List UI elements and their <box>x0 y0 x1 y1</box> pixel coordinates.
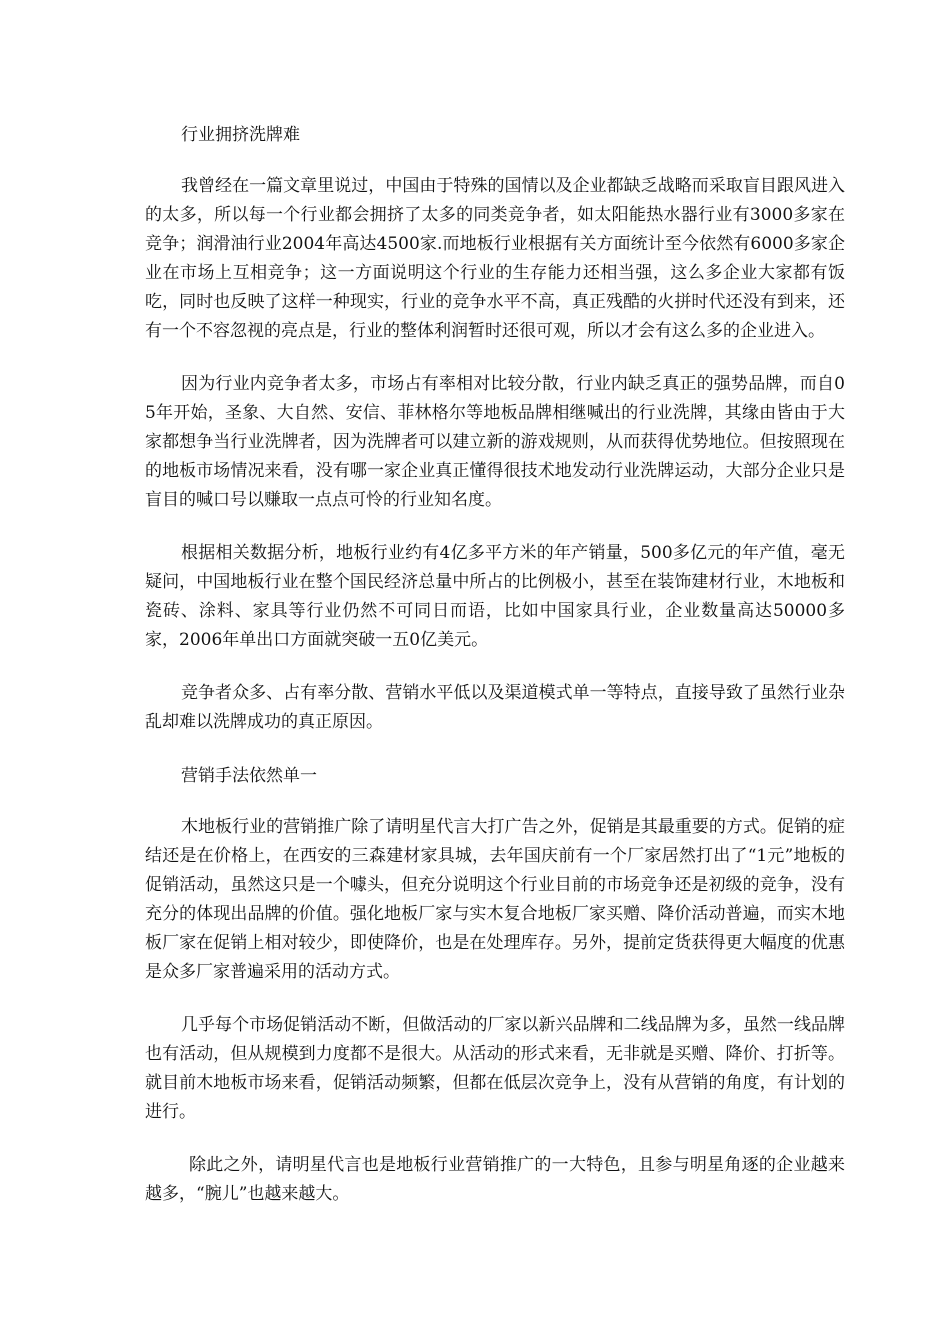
paragraph: 因为行业内竞争者太多，市场占有率相对比较分散，行业内缺乏真正的强势品牌，而自05年开始，圣象、大自然、安信、菲林格尔等地板品牌相继喊出的行业洗牌，其缘由皆由于大家都想争当行业洗牌者，因为洗牌者可以建立新的游戏规则，从而获得优势地位。但按照现在的地板市场情况来看，没有哪一家企业真正懂得很技术地发动行业洗牌运动，大部分企业只是盲目的喊口号以赚取一点点可怜的行业知名度。 <box>145 374 845 510</box>
paragraph: 竞争者众多、占有率分散、营销水平低以及渠道模式单一等特点，直接导致了虽然行业杂乱却难以洗牌成功的真正原因。 <box>145 683 845 732</box>
paragraph: 除此之外，请明星代言也是地板行业营销推广的一大特色，且参与明星角逐的企业越来越多，“腕儿”也越来越大。 <box>145 1155 845 1204</box>
paragraph: 根据相关数据分析，地板行业约有4亿多平方米的年产销量，500多亿元的年产值，毫无疑问，中国地板行业在整个国民经济总量中所占的比例极小，甚至在装饰建材行业，木地板和瓷砖、涂料、家具等行业仍然不可同日而语，比如中国家具行业，企业数量高达50000多家，2006年单出口方面就突破一五0亿美元。 <box>145 543 845 650</box>
section-heading-industry-crowded: 行业拥挤洗牌难 <box>181 125 300 145</box>
paragraph: 木地板行业的营销推广除了请明星代言大打广告之外，促销是其最重要的方式。促销的症结还是在价格上，在西安的三森建材家具城，去年国庆前有一个厂家居然打出了“1元”地板的促销活动，虽然这只是一个噱头，但充分说明这个行业目前的市场竞争还是初级的竞争，没有充分的体现出品牌的价值。强化地板厂家与实木复合地板厂家买赠、降价活动普遍，而实木地板厂家在促销上相对较少，即使降价，也是在处理库存。另外，提前定货获得更大幅度的优惠是众多厂家普遍采用的活动方式。 <box>145 817 845 982</box>
document-body <box>145 120 845 1233</box>
paragraph: 几乎每个市场促销活动不断，但做活动的厂家以新兴品牌和二线品牌为多，虽然一线品牌也有活动，但从规模到力度都不是很大。从活动的形式来看，无非就是买赠、降价、打折等。就目前木地板市场来看，促销活动频繁，但都在低层次竞争上，没有从营销的角度，有计划的进行。 <box>145 1015 845 1122</box>
section-heading-marketing-single: 营销手法依然单一 <box>181 766 317 786</box>
paragraph: 我曾经在一篇文章里说过，中国由于特殊的国情以及企业都缺乏战略而采取盲目跟风进入的太多，所以每一个行业都会拥挤了太多的同类竞争者，如太阳能热水器行业有3000多家在竞争；润滑油行业2004年高达4500家.而地板行业根据有关方面统计至今依然有6000多家企业在市场上互相竞争；这一方面说明这个行业的生存能力还相当强，这么多企业大家都有饭吃，同时也反映了这样一种现实，行业的竞争水平不高，真正残酷的火拼时代还没有到来，还有一个不容忽视的亮点是，行业的整体利润暂时还很可观，所以才会有这么多的企业进入。 <box>145 176 845 341</box>
